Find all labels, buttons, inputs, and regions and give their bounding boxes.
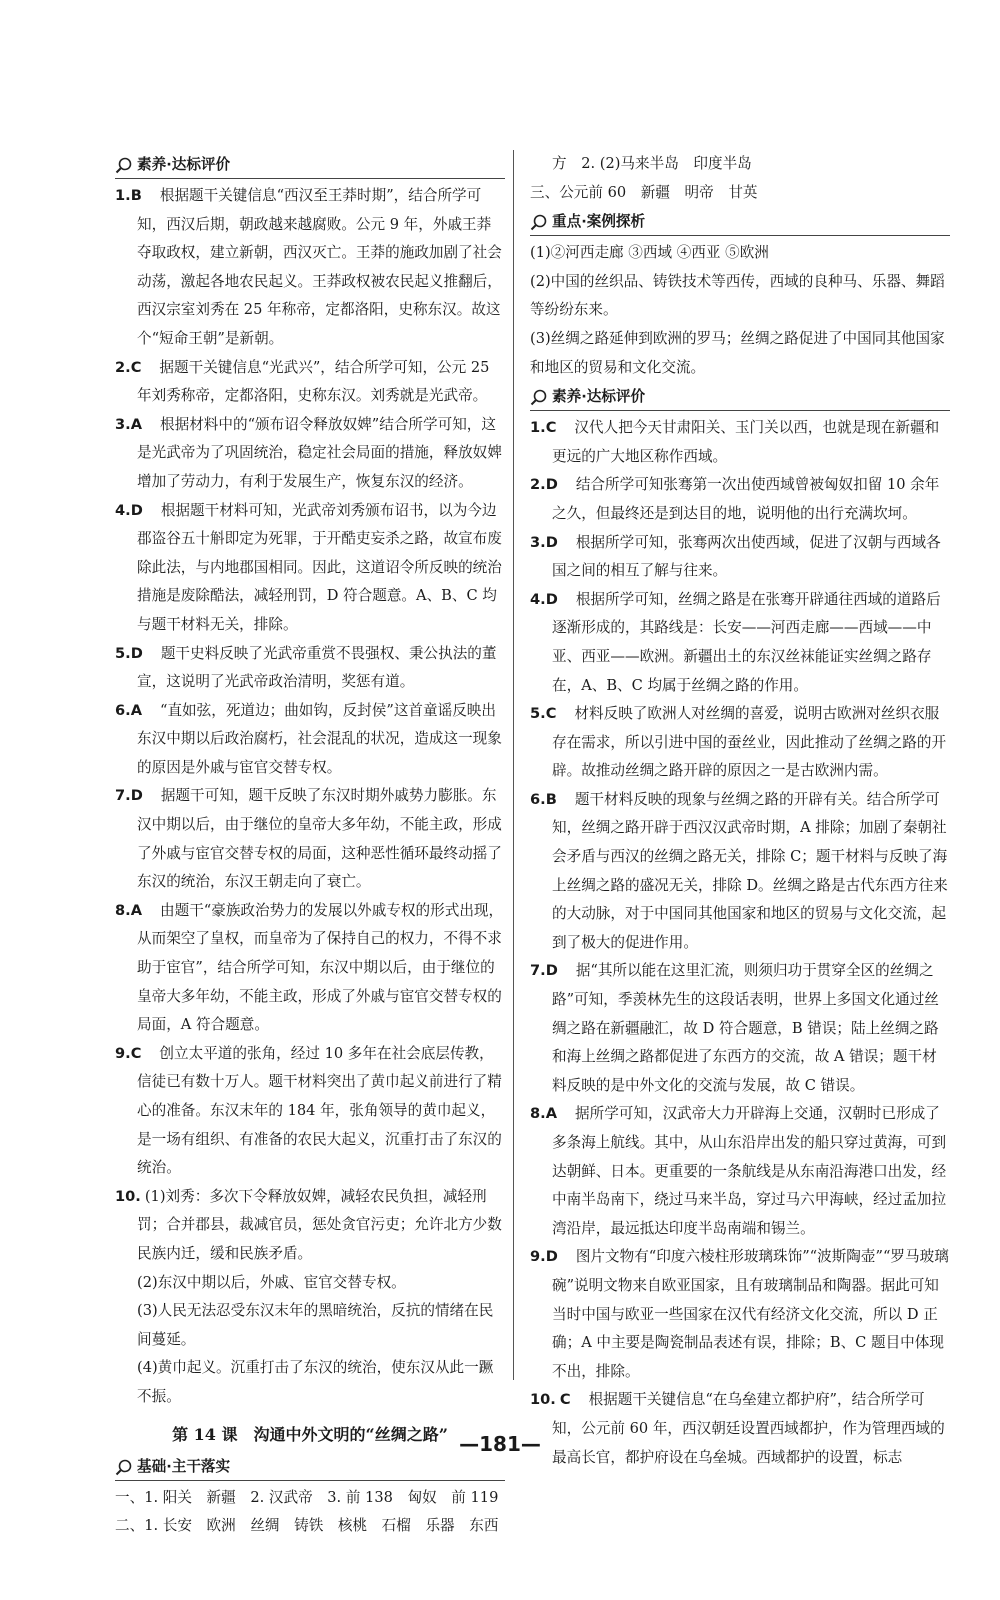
fill-answer-line: 方 2. (2)马来半岛 印度半岛 [552,155,752,172]
answer-item: 4.D 根据题干材料可知，光武帝刘秀颁布诏书，以为今边郡盗谷五十斛即定为死罪，于开酷吏妄杀之路，故宣布废除此法，与内地郡国相同。因此，这道诏令所反映的统治措施是废除酷法，减轻刑罚，D 符合题意。A、B、C 均与题干材料无关，排除。 [115,501,502,633]
answer-item: 2.D 结合所学可知张骞第一次出使西域曾被匈奴扣留 10 余年之久，但最终还是到达目的地，说明他的出行充满坎坷。 [530,476,940,522]
answer-item: 3.A 根据材料中的“颁布诏令释放奴婢”结合所学可知，这是光武帝为了巩固统治，稳定社会局面的措施，释放奴婢增加了劳动力，有利于发展生产，恢复东汉的经济。 [115,415,502,490]
magnifier-icon [115,156,133,174]
answer-subpart: (3)人民无法忍受东汉末年的黑暗统治，反抗的情绪在民间蔓延。 [137,1302,494,1348]
section-title: 基础·主干落实 [137,1457,231,1475]
column-divider [513,150,514,1380]
section-header-evaluation-2 [530,384,950,411]
section-header-evaluation [115,152,505,179]
answer-item: 6.B 题干材料反映的现象与丝绸之路的开辟有关。结合所学可知，丝绸之路开辟于西汉汉武帝时期，A 排除；加剧了秦朝社会矛盾与西汉的丝绸之路无关，排除 C；题干材料与反映了海上丝绸之路的盛况无关，排除 D。丝绸之路是古代东西方往来的大动脉，对于中国同其他国家和地区的贸易与文化交流，起到了极大的促进作用。 [530,790,948,951]
right-column [530,150,950,1472]
answer-item: 10. C 根据题干关键信息“在乌垒建立都护府”，结合所学可知，公元前 60 年，西汉朝廷设置西域都护，作为管理西域的最高长官，都护府设在乌垒城。西域都护的设置，标志 [530,1391,945,1466]
answer-item: 8.A 据所学可知，汉武帝大力开辟海上交通，汉朝时已形成了多条海上航线。其中，从山东沿岸出发的船只穿过黄海，可到达朝鲜、日本。更重要的一条航线是从东南沿海港口出发，经中南半岛南下，绕过马来半岛，穿过马六甲海峡，经过孟加拉湾沿岸，最远抵达印度半岛南端和锡兰。 [530,1105,947,1237]
answer-item: 7.D 据题干可知，题干反映了东汉时期外戚势力膨胀。东汉中期以后，由于继位的皇帝大多年幼，不能主政，形成了外戚与宦官交替专权的局面，这种恶性循环最终动摇了东汉的统治，东汉王朝走向了衰亡。 [115,787,502,891]
fill-answer-line: 一、1. 阳关 新疆 2. 汉武帝 3. 前 138 匈奴 前 119 [115,1488,499,1506]
section-title: 素养·达标评价 [137,156,231,173]
answer-item: 9.D 图片文物有“印度六棱柱形玻璃珠饰”“波斯陶壶”“罗马玻璃碗”说明文物来自欧亚国家，且有玻璃制品和陶器。据此可知当时中国与欧亚一些国家在汉代有经济文化交流，所以 D 正确；A 中主要是陶瓷制品表述有误，排除；B、C 题目中体现不出，排除。 [530,1248,949,1380]
answer-item: 8.A 由题干“豪族政治势力的发展以外戚专权的形式出现，从而架空了皇权，而皇帝为了保持自己的权力，不得不求助于宦官”，结合所学可知，东汉中期以后，由于继位的皇帝大多年幼，不能主政，形成了外戚与宦官交替专权的局面，A 符合题意。 [115,901,504,1034]
section-rule [530,410,950,411]
magnifier-icon [530,213,548,231]
answer-item: 3.D 根据所学可知，张骞两次出使西域，促进了汉朝与西域各国之间的相互了解与往来。 [530,533,941,580]
answer-item-10: 10. (1)刘秀：多次下令释放奴婢，减轻农民负担，减轻刑罚；合并郡县，裁减官员，惩处贪官污吏；允许北方少数民族内迁，缓和民族矛盾。 [115,1187,502,1262]
magnifier-icon [530,388,548,406]
section-title: 重点·案例探析 [552,213,646,231]
magnifier-icon [115,1458,133,1476]
section-rule [530,235,950,236]
answer-item: 1.B 根据题干关键信息“西汉至王莽时期”，结合所学可知，西汉后期，朝政越来越腐败。公元 9 年，外戚王莽夺取政权，建立新朝，西汉灭亡。王莽的施政加剧了社会动荡，激起各地农民起义。王莽政权被农民起义推翻后，西汉宗室刘秀在 25 年称帝，定都洛阳，史称东汉。故这个“短命王朝”是新朝。 [115,187,502,347]
case-answer-line: (3)丝绸之路延伸到欧洲的罗马；丝绸之路促进了中国同其他国家和地区的贸易和文化交流。 [530,329,945,376]
section-header-basic [115,1454,505,1481]
answer-subpart: (4)黄巾起义。沉重打击了东汉的统治，使东汉从此一蹶不振。 [137,1359,494,1405]
answer-subpart: (2)东汉中期以后，外戚、宦官交替专权。 [137,1273,406,1291]
section-title: 素养·达标评价 [552,388,646,406]
answer-item: 5.D 题干史料反映了光武帝重赏不畏强权、秉公执法的董宣，这说明了光武帝政治清明，奖惩有道。 [115,644,497,691]
lesson-title: 第 14 课 沟通中外文明的“丝绸之路” [172,1424,448,1444]
answer-item: 4.D 根据所学可知，丝绸之路是在张骞开辟通往西域的道路后逐渐形成的，其路线是：长安——河西走廊——西域——中亚、西亚——欧洲。新疆出土的东汉丝袜能证实丝绸之路存在，A、B、C 均属于丝绸之路的作用。 [530,590,941,694]
answer-item: 6.A “直如弦，死道边；曲如钩，反封侯”这首童谣反映出东汉中期以后政治腐朽，社会混乱的状况，造成这一现象的原因是外戚与宦官交替专权。 [115,701,502,776]
section-rule [115,1480,505,1481]
answer-item: 1.C 汉代人把今天甘肃阳关、玉门关以西，也就是现在新疆和更远的广大地区称作西域。 [530,419,940,465]
answer-item: 2.C 据题干关键信息“光武兴”，结合所学可知，公元 25 年刘秀称帝，定都洛阳，史称东汉。刘秀就是光武帝。 [115,358,490,405]
page-number: —181— [459,1432,541,1456]
case-answer-line: (2)中国的丝织品、铸铁技术等西传，西域的良种马、乐器、舞蹈等纷纷东来。 [530,272,945,319]
section-rule [115,178,505,179]
fill-answer-line: 三、公元前 60 新疆 明帝 甘英 [530,183,758,201]
case-answer-line: (1)②河西走廊 ③西域 ④西亚 ⑤欧洲 [530,244,769,262]
section-header-case [530,209,950,236]
fill-answer-line: 二、1. 长安 欧洲 丝绸 铸铁 核桃 石榴 乐器 东西 [115,1517,499,1535]
left-column [115,150,505,1541]
answer-item: 9.C 创立太平道的张角，经过 10 多年在社会底层传教，信徒已有数十万人。题干材料突出了黄巾起义前进行了精心的准备。东汉末年的 184 年，张角领导的黄巾起义，是一场有组织、有准备的农民大起义，沉重打击了东汉的统治。 [115,1044,502,1177]
answer-item: 7.D 据“其所以能在这里汇流，则须归功于贯穿全区的丝绸之路”可知，季羡林先生的这段话表明，世界上多国文化通过丝绸之路在新疆融汇，故 D 符合题意，B 错误；陆上丝绸之路和海上丝绸之路都促进了东西方的交流，故 A 错误；题干材料反映的是中外文化的交流与发展，故 C 错误。 [530,962,939,1094]
answer-item: 5.C 材料反映了欧洲人对丝绸的喜爱，说明古欧洲对丝织衣服存在需求，所以引进中国的蚕丝业，因此推动了丝绸之路的开辟。故推动丝绸之路开辟的原因之一是古欧洲内需。 [530,705,947,780]
